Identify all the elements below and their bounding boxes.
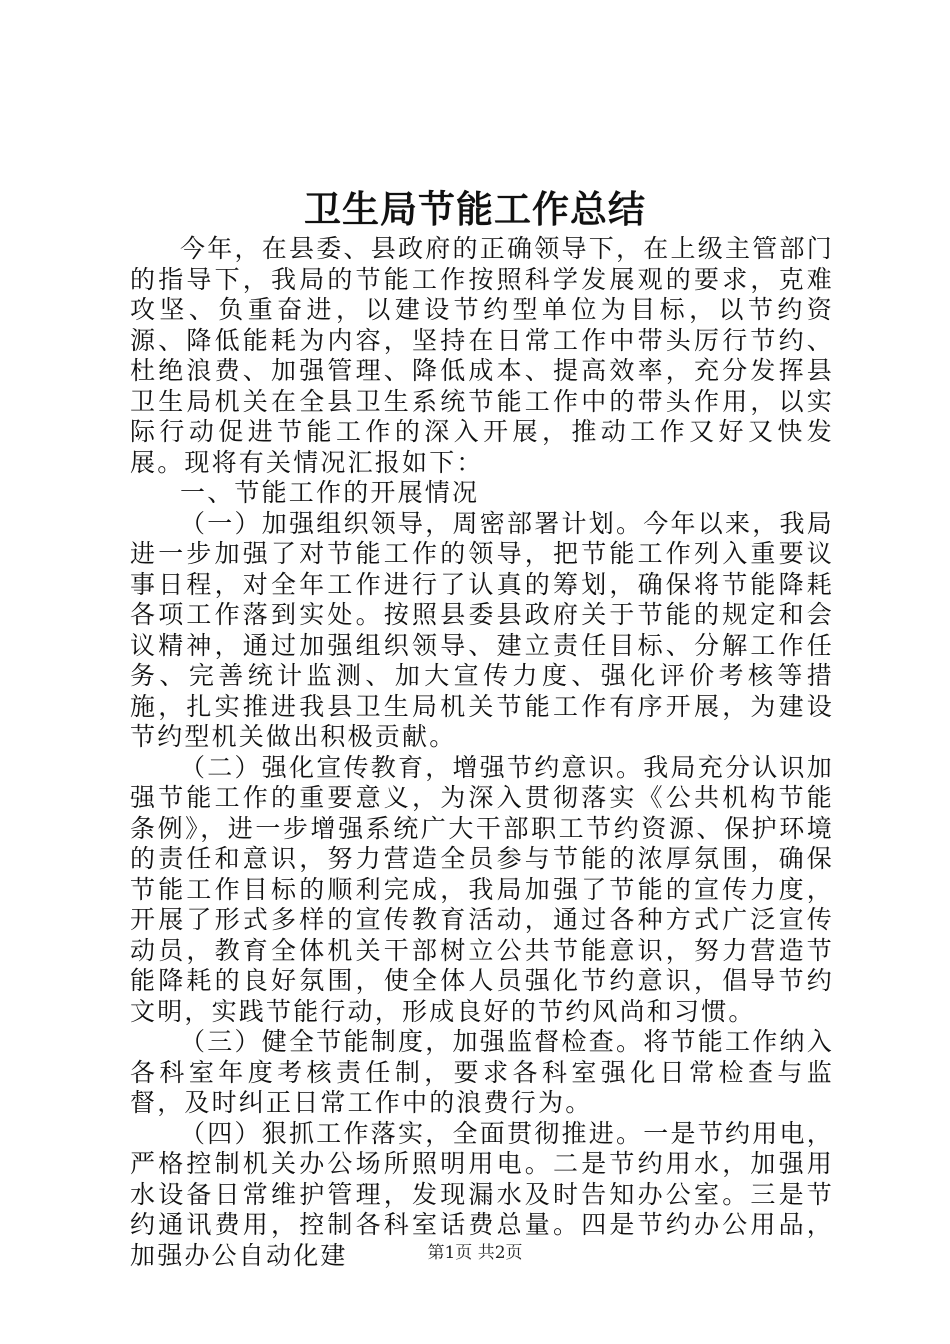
paragraph-item-2: （二）强化宣传教育，增强节约意识。我局充分认识加强节能工作的重要意义，为深入贯彻落实《公共机构节能条例》，进一步增强系统广大干部职工节约资源、保护环境的责任和意识，努力营造全员参与节能的浓厚氛围，确保节能工作目标的顺利完成，我局加强了节能的宣传力度，开展了形式多样的宣传教育活动，通过各种方式广泛宣传动员，教育全体机关干部树立公共节能意识，努力营造节能降耗的良好氛围，使全体人员强化节约意识，倡导节约文明，实践节能行动，形成良好的节约风尚和习惯。	[130, 752, 834, 1026]
document-title: 卫生局节能工作总结	[304, 187, 646, 231]
paragraph-item-3: （三）健全节能制度，加强监督检查。将节能工作纳入各科室年度考核责任制，要求各科室强化日常检查与监督，及时纠正日常工作中的浪费行为。	[130, 1027, 834, 1117]
paragraph-item-4: （四）狠抓工作落实，全面贯彻推进。一是节约用电，严格控制机关办公场所照明用电。二是节约用水，加强用水设备日常维护管理，发现漏水及时告知办公室。三是节约通讯费用，控制各科室话费总量。四是节约办公用品，加强办公自动化建	[130, 1118, 834, 1270]
paragraph-intro: 今年，在县委、县政府的正确领导下，在上级主管部门的指导下，我局的节能工作按照科学发展观的要求，克难攻坚、负重奋进，以建设节约型单位为目标，以节约资源、降低能耗为内容，坚持在日常工作中带头厉行节约、杜绝浪费、加强管理、降低成本、提高效率，充分发挥县卫生局机关在全县卫生系统节能工作中的带头作用，以实际行动促进节能工作的深入开展，推动工作又好又快发展。现将有关情况汇报如下：	[130, 234, 834, 477]
paragraph-item-1: （一）加强组织领导，周密部署计划。今年以来，我局进一步加强了对节能工作的领导，把节能工作列入重要议事日程，对全年工作进行了认真的筹划，确保将节能降耗各项工作落到实处。按照县委县政府关于节能的规定和会议精神，通过加强组织领导、建立责任目标、分解工作任务、完善统计监测、加大宣传力度、强化评价考核等措施，扎实推进我县卫生局机关节能工作有序开展，为建设节约型机关做出积极贡献。	[130, 508, 834, 751]
document-body	[130, 234, 834, 1271]
section-heading: 一、节能工作的开展情况	[180, 478, 480, 507]
page-number-footer: 第1页 共2页	[427, 1243, 523, 1263]
